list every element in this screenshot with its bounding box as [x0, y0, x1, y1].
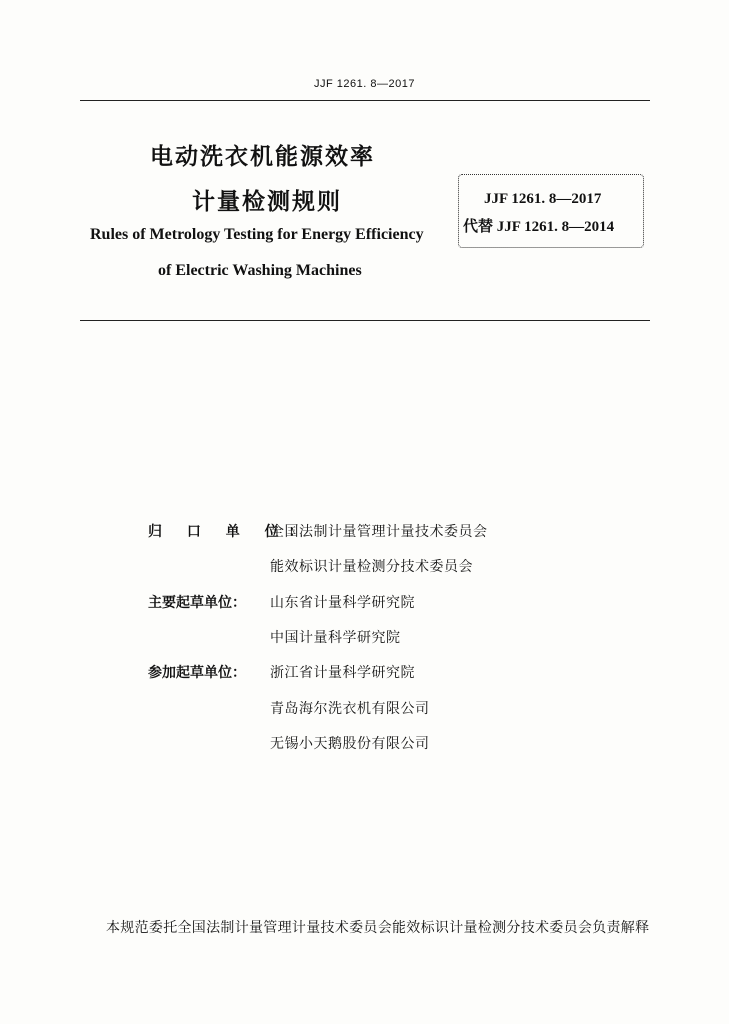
title-cn-line1: 电动洗衣机能源效率 [150, 144, 375, 170]
main-drafting-unit-2: 中国计量科学研究院 [270, 630, 401, 646]
standard-number: JJF 1261. 8—2017 [484, 191, 602, 207]
interpretation-note: 本规范委托全国法制计量管理计量技术委员会能效标识计量检测分技术委员会负责解释 [106, 920, 650, 936]
standard-number-box [458, 174, 644, 248]
header-standard-code: JJF 1261. 8—2017 [314, 78, 415, 90]
main-drafting-unit-1: 山东省计量科学研究院 [270, 595, 415, 611]
header-divider [80, 100, 650, 101]
participating-drafting-label: 参加起草单位： [148, 665, 246, 681]
title-cn-line2: 计量检测规则 [192, 189, 342, 215]
title-en-line2: of Electric Washing Machines [158, 262, 362, 279]
title-en-line1: Rules of Metrology Testing for Energy Efficiency [90, 226, 424, 243]
responsible-unit-1: 全国法制计量管理计量技术委员会 [270, 524, 488, 540]
participating-unit-3: 无锡小天鹅股份有限公司 [270, 736, 430, 752]
title-divider [80, 320, 650, 321]
replaces-standard: 代替 JJF 1261. 8—2014 [463, 219, 615, 235]
main-drafting-label: 主要起草单位： [148, 595, 246, 611]
participating-unit-1: 浙江省计量科学研究院 [270, 665, 415, 681]
responsible-unit-2: 能效标识计量检测分技术委员会 [270, 559, 473, 575]
participating-unit-2: 青岛海尔洗衣机有限公司 [270, 701, 430, 717]
responsible-unit-label: 归 口 单 位： [148, 524, 313, 540]
